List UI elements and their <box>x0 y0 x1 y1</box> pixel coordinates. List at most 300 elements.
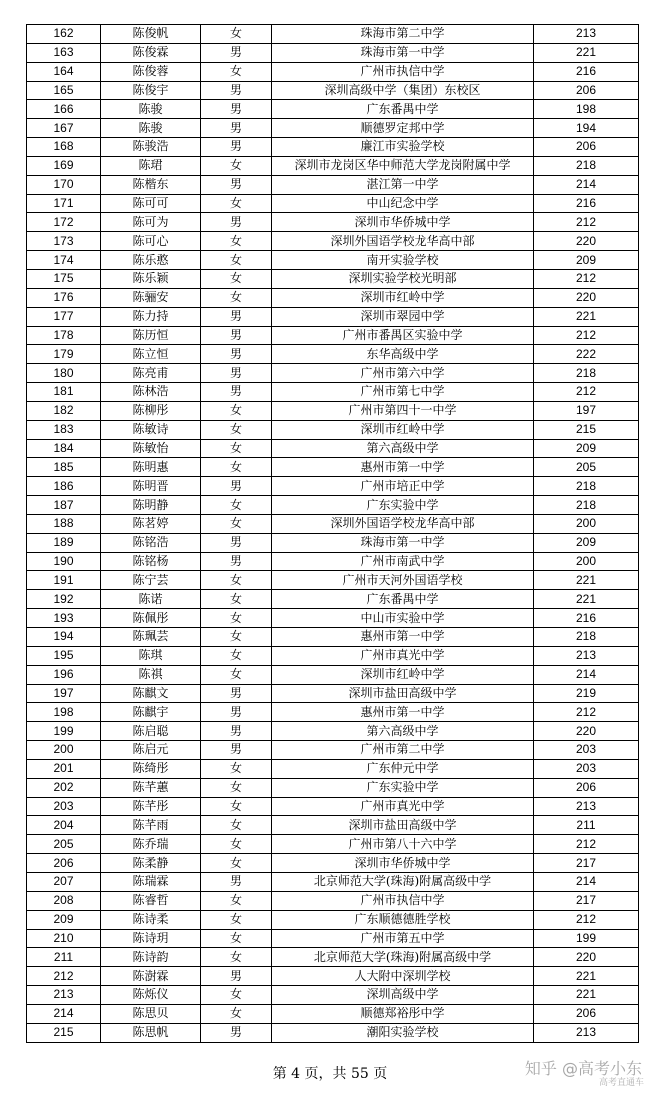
student-name-cell: 陈琪 <box>101 646 201 665</box>
row-number-cell: 179 <box>27 345 101 364</box>
gender-cell: 女 <box>201 232 272 251</box>
row-number-cell: 204 <box>27 816 101 835</box>
school-cell: 深圳市华侨城中学 <box>272 213 534 232</box>
gender-cell: 女 <box>201 835 272 854</box>
school-cell: 广东仲元中学 <box>272 759 534 778</box>
score-cell: 212 <box>534 213 639 232</box>
student-name-cell: 陈启聪 <box>101 722 201 741</box>
score-cell: 216 <box>534 194 639 213</box>
student-name-cell: 陈立恒 <box>101 345 201 364</box>
gender-cell: 女 <box>201 1004 272 1023</box>
gender-cell: 女 <box>201 251 272 270</box>
row-number-cell: 202 <box>27 778 101 797</box>
score-cell: 213 <box>534 25 639 44</box>
score-cell: 214 <box>534 175 639 194</box>
school-cell: 珠海市第一中学 <box>272 533 534 552</box>
student-name-cell: 陈瑞霖 <box>101 872 201 891</box>
gender-cell: 女 <box>201 665 272 684</box>
gender-cell: 男 <box>201 119 272 138</box>
gender-cell: 女 <box>201 797 272 816</box>
student-name-cell: 陈明晋 <box>101 477 201 496</box>
row-number-cell: 168 <box>27 138 101 157</box>
table-row <box>27 326 639 345</box>
row-number-cell: 214 <box>27 1004 101 1023</box>
table-row <box>27 288 639 307</box>
gender-cell: 男 <box>201 477 272 496</box>
school-cell: 深圳高级中学（集团）东校区 <box>272 81 534 100</box>
student-name-cell: 陈铭杨 <box>101 552 201 571</box>
row-number-cell: 181 <box>27 383 101 402</box>
gender-cell: 女 <box>201 854 272 873</box>
table-row <box>27 81 639 100</box>
table-row <box>27 778 639 797</box>
table-row <box>27 514 639 533</box>
row-number-cell: 176 <box>27 288 101 307</box>
score-cell: 221 <box>534 590 639 609</box>
row-number-cell: 211 <box>27 948 101 967</box>
gender-cell: 男 <box>201 684 272 703</box>
table-row <box>27 967 639 986</box>
row-number-cell: 203 <box>27 797 101 816</box>
school-cell: 广东番禺中学 <box>272 100 534 119</box>
row-number-cell: 175 <box>27 269 101 288</box>
school-cell: 惠州市第一中学 <box>272 703 534 722</box>
table-row <box>27 420 639 439</box>
row-number-cell: 180 <box>27 364 101 383</box>
student-name-cell: 陈俊宇 <box>101 81 201 100</box>
gender-cell: 女 <box>201 514 272 533</box>
score-cell: 214 <box>534 665 639 684</box>
table-row <box>27 213 639 232</box>
table-row <box>27 741 639 760</box>
gender-cell: 男 <box>201 43 272 62</box>
row-number-cell: 213 <box>27 986 101 1005</box>
score-cell: 203 <box>534 741 639 760</box>
gender-cell: 男 <box>201 138 272 157</box>
school-cell: 深圳市红岭中学 <box>272 288 534 307</box>
row-number-cell: 198 <box>27 703 101 722</box>
score-cell: 221 <box>534 571 639 590</box>
student-name-cell: 陈烁仪 <box>101 986 201 1005</box>
student-name-cell: 陈麒文 <box>101 684 201 703</box>
score-cell: 219 <box>534 684 639 703</box>
table-row <box>27 269 639 288</box>
student-name-cell: 陈骏 <box>101 100 201 119</box>
gender-cell: 女 <box>201 759 272 778</box>
score-cell: 216 <box>534 62 639 81</box>
row-number-cell: 195 <box>27 646 101 665</box>
student-name-cell: 陈诗玥 <box>101 929 201 948</box>
row-number-cell: 199 <box>27 722 101 741</box>
row-number-cell: 197 <box>27 684 101 703</box>
table-row <box>27 609 639 628</box>
student-name-cell: 陈可可 <box>101 194 201 213</box>
row-number-cell: 200 <box>27 741 101 760</box>
score-cell: 213 <box>534 646 639 665</box>
student-name-cell: 陈思贝 <box>101 1004 201 1023</box>
student-name-cell: 陈睿哲 <box>101 891 201 910</box>
student-name-cell: 陈柳彤 <box>101 401 201 420</box>
student-name-cell: 陈茗婷 <box>101 514 201 533</box>
student-name-cell: 陈佩彤 <box>101 609 201 628</box>
gender-cell: 女 <box>201 269 272 288</box>
score-cell: 218 <box>534 364 639 383</box>
school-cell: 广州市第二中学 <box>272 741 534 760</box>
table-row <box>27 552 639 571</box>
school-cell: 北京师范大学(珠海)附属高级中学 <box>272 948 534 967</box>
score-cell: 206 <box>534 1004 639 1023</box>
gender-cell: 女 <box>201 458 272 477</box>
student-name-cell: 陈俊蓉 <box>101 62 201 81</box>
school-cell: 中山市实验中学 <box>272 609 534 628</box>
gender-cell: 女 <box>201 194 272 213</box>
table-row <box>27 759 639 778</box>
school-cell: 北京师范大学(珠海)附属高级中学 <box>272 872 534 891</box>
table-row <box>27 533 639 552</box>
gender-cell: 女 <box>201 609 272 628</box>
score-cell: 221 <box>534 967 639 986</box>
table-row <box>27 364 639 383</box>
row-number-cell: 178 <box>27 326 101 345</box>
row-number-cell: 169 <box>27 156 101 175</box>
gender-cell: 女 <box>201 156 272 175</box>
table-row <box>27 345 639 364</box>
table-row <box>27 722 639 741</box>
row-number-cell: 215 <box>27 1023 101 1042</box>
student-name-cell: 陈俊帆 <box>101 25 201 44</box>
row-number-cell: 186 <box>27 477 101 496</box>
row-number-cell: 177 <box>27 307 101 326</box>
table-row <box>27 138 639 157</box>
table-row <box>27 590 639 609</box>
table-row <box>27 703 639 722</box>
school-cell: 广州市第四十一中学 <box>272 401 534 420</box>
row-number-cell: 193 <box>27 609 101 628</box>
score-cell: 203 <box>534 759 639 778</box>
table-row <box>27 628 639 647</box>
row-number-cell: 192 <box>27 590 101 609</box>
watermark-subtext: 高考直通车 <box>598 1078 644 1088</box>
score-cell: 221 <box>534 307 639 326</box>
student-name-cell: 陈诗韵 <box>101 948 201 967</box>
student-name-cell: 陈珺 <box>101 156 201 175</box>
row-number-cell: 165 <box>27 81 101 100</box>
score-cell: 197 <box>534 401 639 420</box>
school-cell: 湛江第一中学 <box>272 175 534 194</box>
score-cell: 212 <box>534 326 639 345</box>
table-row <box>27 854 639 873</box>
table-row <box>27 62 639 81</box>
table-row <box>27 383 639 402</box>
gender-cell: 男 <box>201 967 272 986</box>
school-cell: 广东实验中学 <box>272 496 534 515</box>
student-name-cell: 陈骊安 <box>101 288 201 307</box>
score-cell: 220 <box>534 232 639 251</box>
row-number-cell: 170 <box>27 175 101 194</box>
table-row <box>27 816 639 835</box>
table-row <box>27 43 639 62</box>
row-number-cell: 194 <box>27 628 101 647</box>
table-row <box>27 194 639 213</box>
score-cell: 209 <box>534 251 639 270</box>
student-name-cell: 陈俊霖 <box>101 43 201 62</box>
table-row <box>27 232 639 251</box>
score-cell: 206 <box>534 81 639 100</box>
gender-cell: 女 <box>201 571 272 590</box>
score-cell: 213 <box>534 1023 639 1042</box>
student-name-cell: 陈乔瑞 <box>101 835 201 854</box>
table-row <box>27 835 639 854</box>
gender-cell: 男 <box>201 741 272 760</box>
student-name-cell: 陈明静 <box>101 496 201 515</box>
student-name-cell: 陈亮甫 <box>101 364 201 383</box>
score-cell: 212 <box>534 910 639 929</box>
score-cell: 200 <box>534 514 639 533</box>
gender-cell: 女 <box>201 628 272 647</box>
school-cell: 广州市番禺区实验中学 <box>272 326 534 345</box>
school-cell: 人大附中深圳学校 <box>272 967 534 986</box>
score-cell: 199 <box>534 929 639 948</box>
student-name-cell: 陈宁芸 <box>101 571 201 590</box>
gender-cell: 女 <box>201 590 272 609</box>
gender-cell: 女 <box>201 25 272 44</box>
table-row <box>27 1004 639 1023</box>
school-cell: 深圳市华侨城中学 <box>272 854 534 873</box>
score-cell: 200 <box>534 552 639 571</box>
gender-cell: 男 <box>201 81 272 100</box>
school-cell: 南开实验学校 <box>272 251 534 270</box>
gender-cell: 女 <box>201 646 272 665</box>
school-cell: 广州市真光中学 <box>272 797 534 816</box>
row-number-cell: 189 <box>27 533 101 552</box>
school-cell: 惠州市第一中学 <box>272 628 534 647</box>
gender-cell: 男 <box>201 722 272 741</box>
score-table-container <box>26 24 638 1043</box>
table-row <box>27 401 639 420</box>
student-name-cell: 陈绮彤 <box>101 759 201 778</box>
gender-cell: 女 <box>201 948 272 967</box>
table-row <box>27 25 639 44</box>
gender-cell: 女 <box>201 420 272 439</box>
gender-cell: 女 <box>201 288 272 307</box>
row-number-cell: 206 <box>27 854 101 873</box>
table-row <box>27 1023 639 1042</box>
row-number-cell: 208 <box>27 891 101 910</box>
student-name-cell: 陈芊彤 <box>101 797 201 816</box>
table-row <box>27 948 639 967</box>
student-name-cell: 陈祺 <box>101 665 201 684</box>
gender-cell: 男 <box>201 213 272 232</box>
school-cell: 广州市南武中学 <box>272 552 534 571</box>
student-name-cell: 陈明惠 <box>101 458 201 477</box>
school-cell: 深圳高级中学 <box>272 986 534 1005</box>
table-row <box>27 251 639 270</box>
table-row <box>27 175 639 194</box>
score-cell: 221 <box>534 986 639 1005</box>
gender-cell: 男 <box>201 364 272 383</box>
score-cell: 217 <box>534 891 639 910</box>
gender-cell: 女 <box>201 910 272 929</box>
student-name-cell: 陈乐颖 <box>101 269 201 288</box>
row-number-cell: 162 <box>27 25 101 44</box>
row-number-cell: 201 <box>27 759 101 778</box>
gender-cell: 女 <box>201 778 272 797</box>
row-number-cell: 184 <box>27 439 101 458</box>
gender-cell: 女 <box>201 401 272 420</box>
row-number-cell: 174 <box>27 251 101 270</box>
school-cell: 广东顺德德胜学校 <box>272 910 534 929</box>
table-row <box>27 571 639 590</box>
score-cell: 218 <box>534 496 639 515</box>
student-name-cell: 陈柔静 <box>101 854 201 873</box>
student-name-cell: 陈澍霖 <box>101 967 201 986</box>
score-table <box>26 24 639 1043</box>
student-name-cell: 陈芊雨 <box>101 816 201 835</box>
school-cell: 东华高级中学 <box>272 345 534 364</box>
table-row <box>27 496 639 515</box>
row-number-cell: 166 <box>27 100 101 119</box>
table-row <box>27 684 639 703</box>
score-cell: 209 <box>534 533 639 552</box>
student-name-cell: 陈珮芸 <box>101 628 201 647</box>
row-number-cell: 173 <box>27 232 101 251</box>
table-row <box>27 646 639 665</box>
row-number-cell: 182 <box>27 401 101 420</box>
school-cell: 顺德罗定邦中学 <box>272 119 534 138</box>
row-number-cell: 210 <box>27 929 101 948</box>
row-number-cell: 167 <box>27 119 101 138</box>
row-number-cell: 209 <box>27 910 101 929</box>
table-row <box>27 477 639 496</box>
gender-cell: 女 <box>201 62 272 81</box>
student-name-cell: 陈历恒 <box>101 326 201 345</box>
student-name-cell: 陈力持 <box>101 307 201 326</box>
student-name-cell: 陈骏 <box>101 119 201 138</box>
score-cell: 198 <box>534 100 639 119</box>
score-cell: 212 <box>534 269 639 288</box>
school-cell: 广州市执信中学 <box>272 62 534 81</box>
school-cell: 顺德郑裕彤中学 <box>272 1004 534 1023</box>
school-cell: 广州市第八十六中学 <box>272 835 534 854</box>
gender-cell: 女 <box>201 439 272 458</box>
school-cell: 广州市真光中学 <box>272 646 534 665</box>
student-name-cell: 陈铭浩 <box>101 533 201 552</box>
score-cell: 214 <box>534 872 639 891</box>
score-cell: 220 <box>534 722 639 741</box>
row-number-cell: 185 <box>27 458 101 477</box>
student-name-cell: 陈可心 <box>101 232 201 251</box>
gender-cell: 男 <box>201 100 272 119</box>
row-number-cell: 188 <box>27 514 101 533</box>
gender-cell: 男 <box>201 1023 272 1042</box>
table-row <box>27 307 639 326</box>
table-row <box>27 872 639 891</box>
score-cell: 222 <box>534 345 639 364</box>
row-number-cell: 205 <box>27 835 101 854</box>
table-row <box>27 891 639 910</box>
school-cell: 廉江市实验学校 <box>272 138 534 157</box>
school-cell: 深圳外国语学校龙华高中部 <box>272 514 534 533</box>
score-table-body <box>27 25 639 1043</box>
score-cell: 212 <box>534 383 639 402</box>
score-cell: 220 <box>534 288 639 307</box>
gender-cell: 女 <box>201 496 272 515</box>
score-cell: 220 <box>534 948 639 967</box>
row-number-cell: 187 <box>27 496 101 515</box>
student-name-cell: 陈乐憨 <box>101 251 201 270</box>
student-name-cell: 陈启元 <box>101 741 201 760</box>
school-cell: 广东实验中学 <box>272 778 534 797</box>
student-name-cell: 陈思帆 <box>101 1023 201 1042</box>
gender-cell: 男 <box>201 326 272 345</box>
school-cell: 广州市第七中学 <box>272 383 534 402</box>
student-name-cell: 陈楷东 <box>101 175 201 194</box>
gender-cell: 男 <box>201 552 272 571</box>
school-cell: 深圳市红岭中学 <box>272 420 534 439</box>
row-number-cell: 163 <box>27 43 101 62</box>
score-cell: 218 <box>534 156 639 175</box>
school-cell: 广州市培正中学 <box>272 477 534 496</box>
row-number-cell: 171 <box>27 194 101 213</box>
score-cell: 217 <box>534 854 639 873</box>
score-cell: 206 <box>534 778 639 797</box>
table-row <box>27 665 639 684</box>
table-row <box>27 986 639 1005</box>
score-cell: 212 <box>534 703 639 722</box>
school-cell: 深圳实验学校光明部 <box>272 269 534 288</box>
school-cell: 广州市执信中学 <box>272 891 534 910</box>
row-number-cell: 207 <box>27 872 101 891</box>
gender-cell: 男 <box>201 872 272 891</box>
school-cell: 珠海市第二中学 <box>272 25 534 44</box>
page-number-footer: 第 4 页，共 55 页 <box>272 1066 388 1082</box>
score-cell: 212 <box>534 835 639 854</box>
score-cell: 221 <box>534 43 639 62</box>
table-row <box>27 910 639 929</box>
score-cell: 211 <box>534 816 639 835</box>
table-row <box>27 119 639 138</box>
score-cell: 216 <box>534 609 639 628</box>
gender-cell: 女 <box>201 929 272 948</box>
student-name-cell: 陈敏怡 <box>101 439 201 458</box>
gender-cell: 男 <box>201 345 272 364</box>
school-cell: 深圳外国语学校龙华高中部 <box>272 232 534 251</box>
gender-cell: 男 <box>201 307 272 326</box>
school-cell: 广州市第六中学 <box>272 364 534 383</box>
score-cell: 215 <box>534 420 639 439</box>
school-cell: 珠海市第一中学 <box>272 43 534 62</box>
table-row <box>27 439 639 458</box>
gender-cell: 女 <box>201 816 272 835</box>
student-name-cell: 陈麒宇 <box>101 703 201 722</box>
student-name-cell: 陈骏浩 <box>101 138 201 157</box>
school-cell: 潮阳实验学校 <box>272 1023 534 1042</box>
score-cell: 205 <box>534 458 639 477</box>
table-row <box>27 458 639 477</box>
table-row <box>27 100 639 119</box>
gender-cell: 男 <box>201 533 272 552</box>
score-cell: 218 <box>534 477 639 496</box>
school-cell: 深圳市龙岗区华中师范大学龙岗附属中学 <box>272 156 534 175</box>
row-number-cell: 212 <box>27 967 101 986</box>
school-cell: 深圳市盐田高级中学 <box>272 684 534 703</box>
student-name-cell: 陈诗柔 <box>101 910 201 929</box>
student-name-cell: 陈敏诗 <box>101 420 201 439</box>
row-number-cell: 196 <box>27 665 101 684</box>
watermark-text: 知乎 @高考小东 <box>524 1059 642 1078</box>
school-cell: 深圳市盐田高级中学 <box>272 816 534 835</box>
gender-cell: 女 <box>201 891 272 910</box>
